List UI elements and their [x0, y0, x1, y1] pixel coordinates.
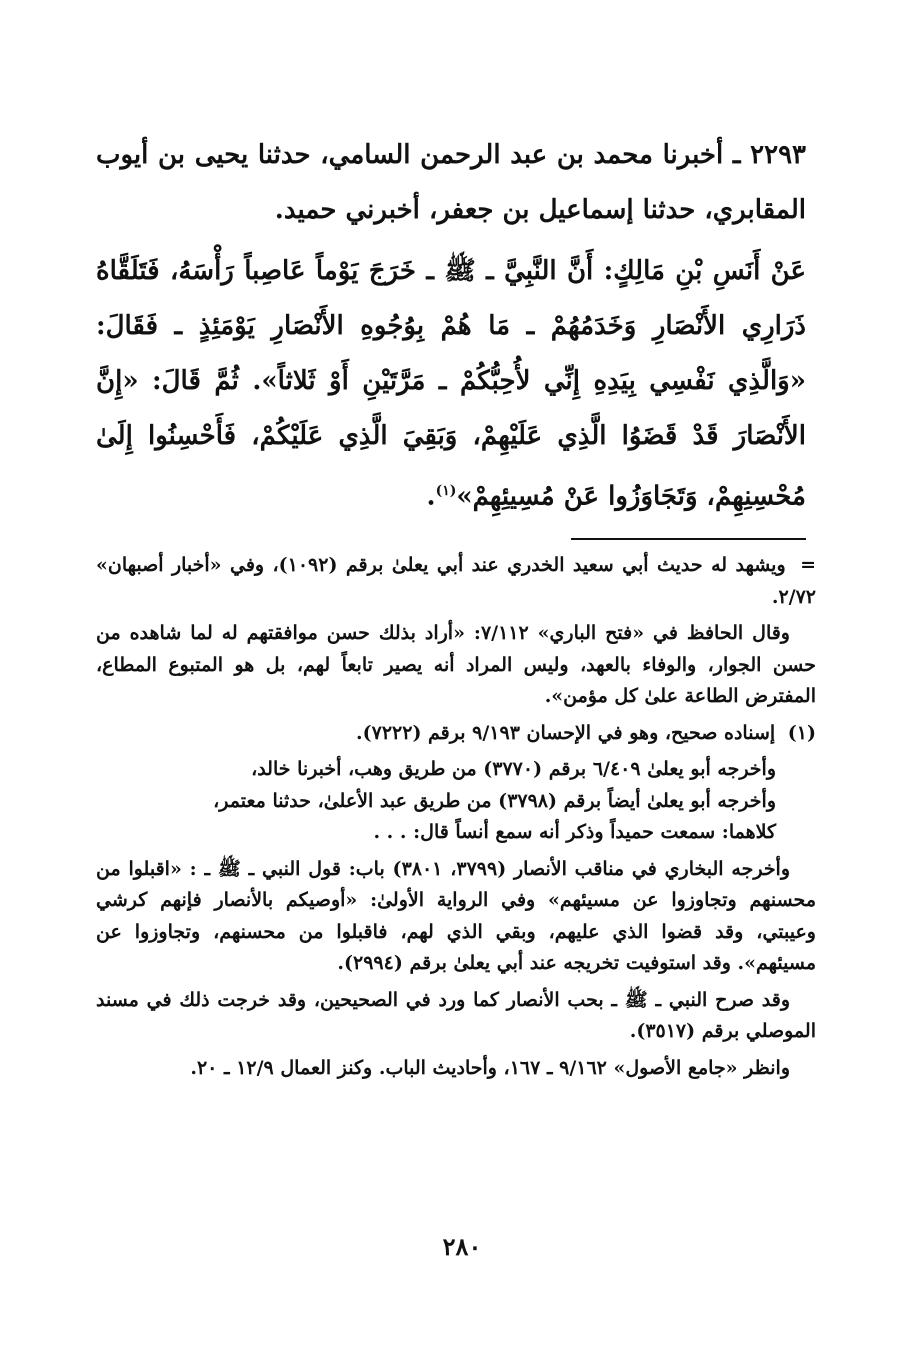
- footnote-1-text: إسناده صحيح، وهو في الإحسان ٩/١٩٣ برقم (٧٢٢٢).: [356, 721, 776, 744]
- footnote-1-sahihain: وقد صرح النبي ـ ﷺ ـ بحب الأنصار كما ورد في الصحيحين، وقد خرجت ذلك في مسند الموصلي برقم (٣٥١٧).: [96, 988, 816, 1042]
- continuation-text: ويشهد له حديث أبي سعيد الخدري عند أبي يعلىٰ برقم (١٠٩٢)، وفي «أخبار أصبهان» ٢/٧٢.: [96, 554, 816, 608]
- footnote-1: [96, 718, 816, 750]
- hadith-number: ٢٢٩٣: [750, 140, 806, 170]
- footnote-1-abu-yala-2: وأخرجه أبو يعلىٰ أيضاً برقم (٣٧٩٨) من طريق عبد الأعلىٰ، حدثنا معتمر،: [213, 789, 776, 812]
- footnotes-section: [96, 550, 816, 1089]
- hadith-block: [96, 128, 806, 525]
- footnote-separator: [571, 538, 806, 540]
- hadith-matn: عَنْ أَنَسِ بْنِ مَالِكٍ: أَنَّ النَّبِيَّ ـ ﷺ ـ خَرَجَ يَوْماً عَاصِباً رَأْسَهُ، فَتَلَقَّاهُ ذَرَارِي الأَنْصَارِ وَخَدَمُهُمْ ـ مَا هُمْ بِوُجُوهِ الأَنْصَارِ يَوْمَئِذٍ ـ فَقَالَ: «وَالَّذِي نَفْسِي بِيَدِهِ إِنِّي لأُحِبُّكُمْ ـ مَرَّتَيْنِ أَوْ ثَلاثاً». ثُمَّ قَالَ: «إِنَّ الأَنْصَارَ قَدْ قَضَوُا الَّذِي عَلَيْهِمْ، وَبَقِيَ الَّذِي عَلَيْكُمْ، فَأَحْسِنُوا إِلَىٰ مُحْسِنِهِمْ، وَتَجَاوَزُوا عَنْ مُسِيئِهِمْ»: [96, 256, 806, 512]
- footnote-1-mark: (١): [787, 721, 816, 744]
- footnote-continuation: [96, 550, 816, 613]
- hadith-isnad: ـ أخبرنا محمد بن عبد الرحمن السامي، حدثنا يحيى بن أيوب المقابري، حدثنا إسماعيل بن جعفر، أخبرني حميد.: [96, 140, 806, 225]
- hadith-isnad-paragraph: [96, 128, 806, 238]
- footnote-1-abu-yala-1: وأخرجه أبو يعلىٰ ٦/٤٠٩ برقم (٣٧٧٠) من طريق وهب، أخبرنا خالد،: [251, 758, 776, 780]
- hafiz-quote: وقال الحافظ في «فتح الباري» ٧/١١٢: «أراد بذلك حسن موافقتهم له لما شاهده من حسن الجوار، والوفاء بالعهد، وليس المراد أنه يصير تابعاً لهم، بل هو المتبوع المطاع، المفترض الطاعة علىٰ كل مؤمن».: [96, 622, 816, 707]
- hadith-end-mark: .: [426, 481, 436, 512]
- page-number: ٢٨٠: [442, 1232, 482, 1261]
- footnote-reference: (١): [435, 483, 457, 499]
- hadith-matn-paragraph: [96, 244, 806, 525]
- continuation-mark: =: [800, 554, 816, 576]
- footnote-1-bukhari: وأخرجه البخاري في مناقب الأنصار (٣٧٩٩، ٣٨٠١) باب: قول النبي ـ ﷺ ـ : «اقبلوا من محسنهم وتجاوزوا عن مسيئهم» وفي الرواية الأولىٰ: «أوصيكم بالأنصار فإنهم كرشي وعيبتي، وقد قضوا الذي عليهم، وبقي الذي لهم، فاقبلوا من محسنهم، وتجاوزوا عن مسيئهم». وقد استوفيت تخريجه عند أبي يعلىٰ برقم (٢٩٩٤).: [96, 857, 816, 974]
- footnote-1-see-also: وانظر «جامع الأصول» ٩/١٦٢ ـ ١٦٧، وأحاديث الباب. وكنز العمال ١٢/٩ ـ ٢٠.: [190, 1056, 790, 1079]
- footnote-1-both: كلاهما: سمعت حميداً وذكر أنه سمع أنساً قال: . . .: [373, 821, 776, 843]
